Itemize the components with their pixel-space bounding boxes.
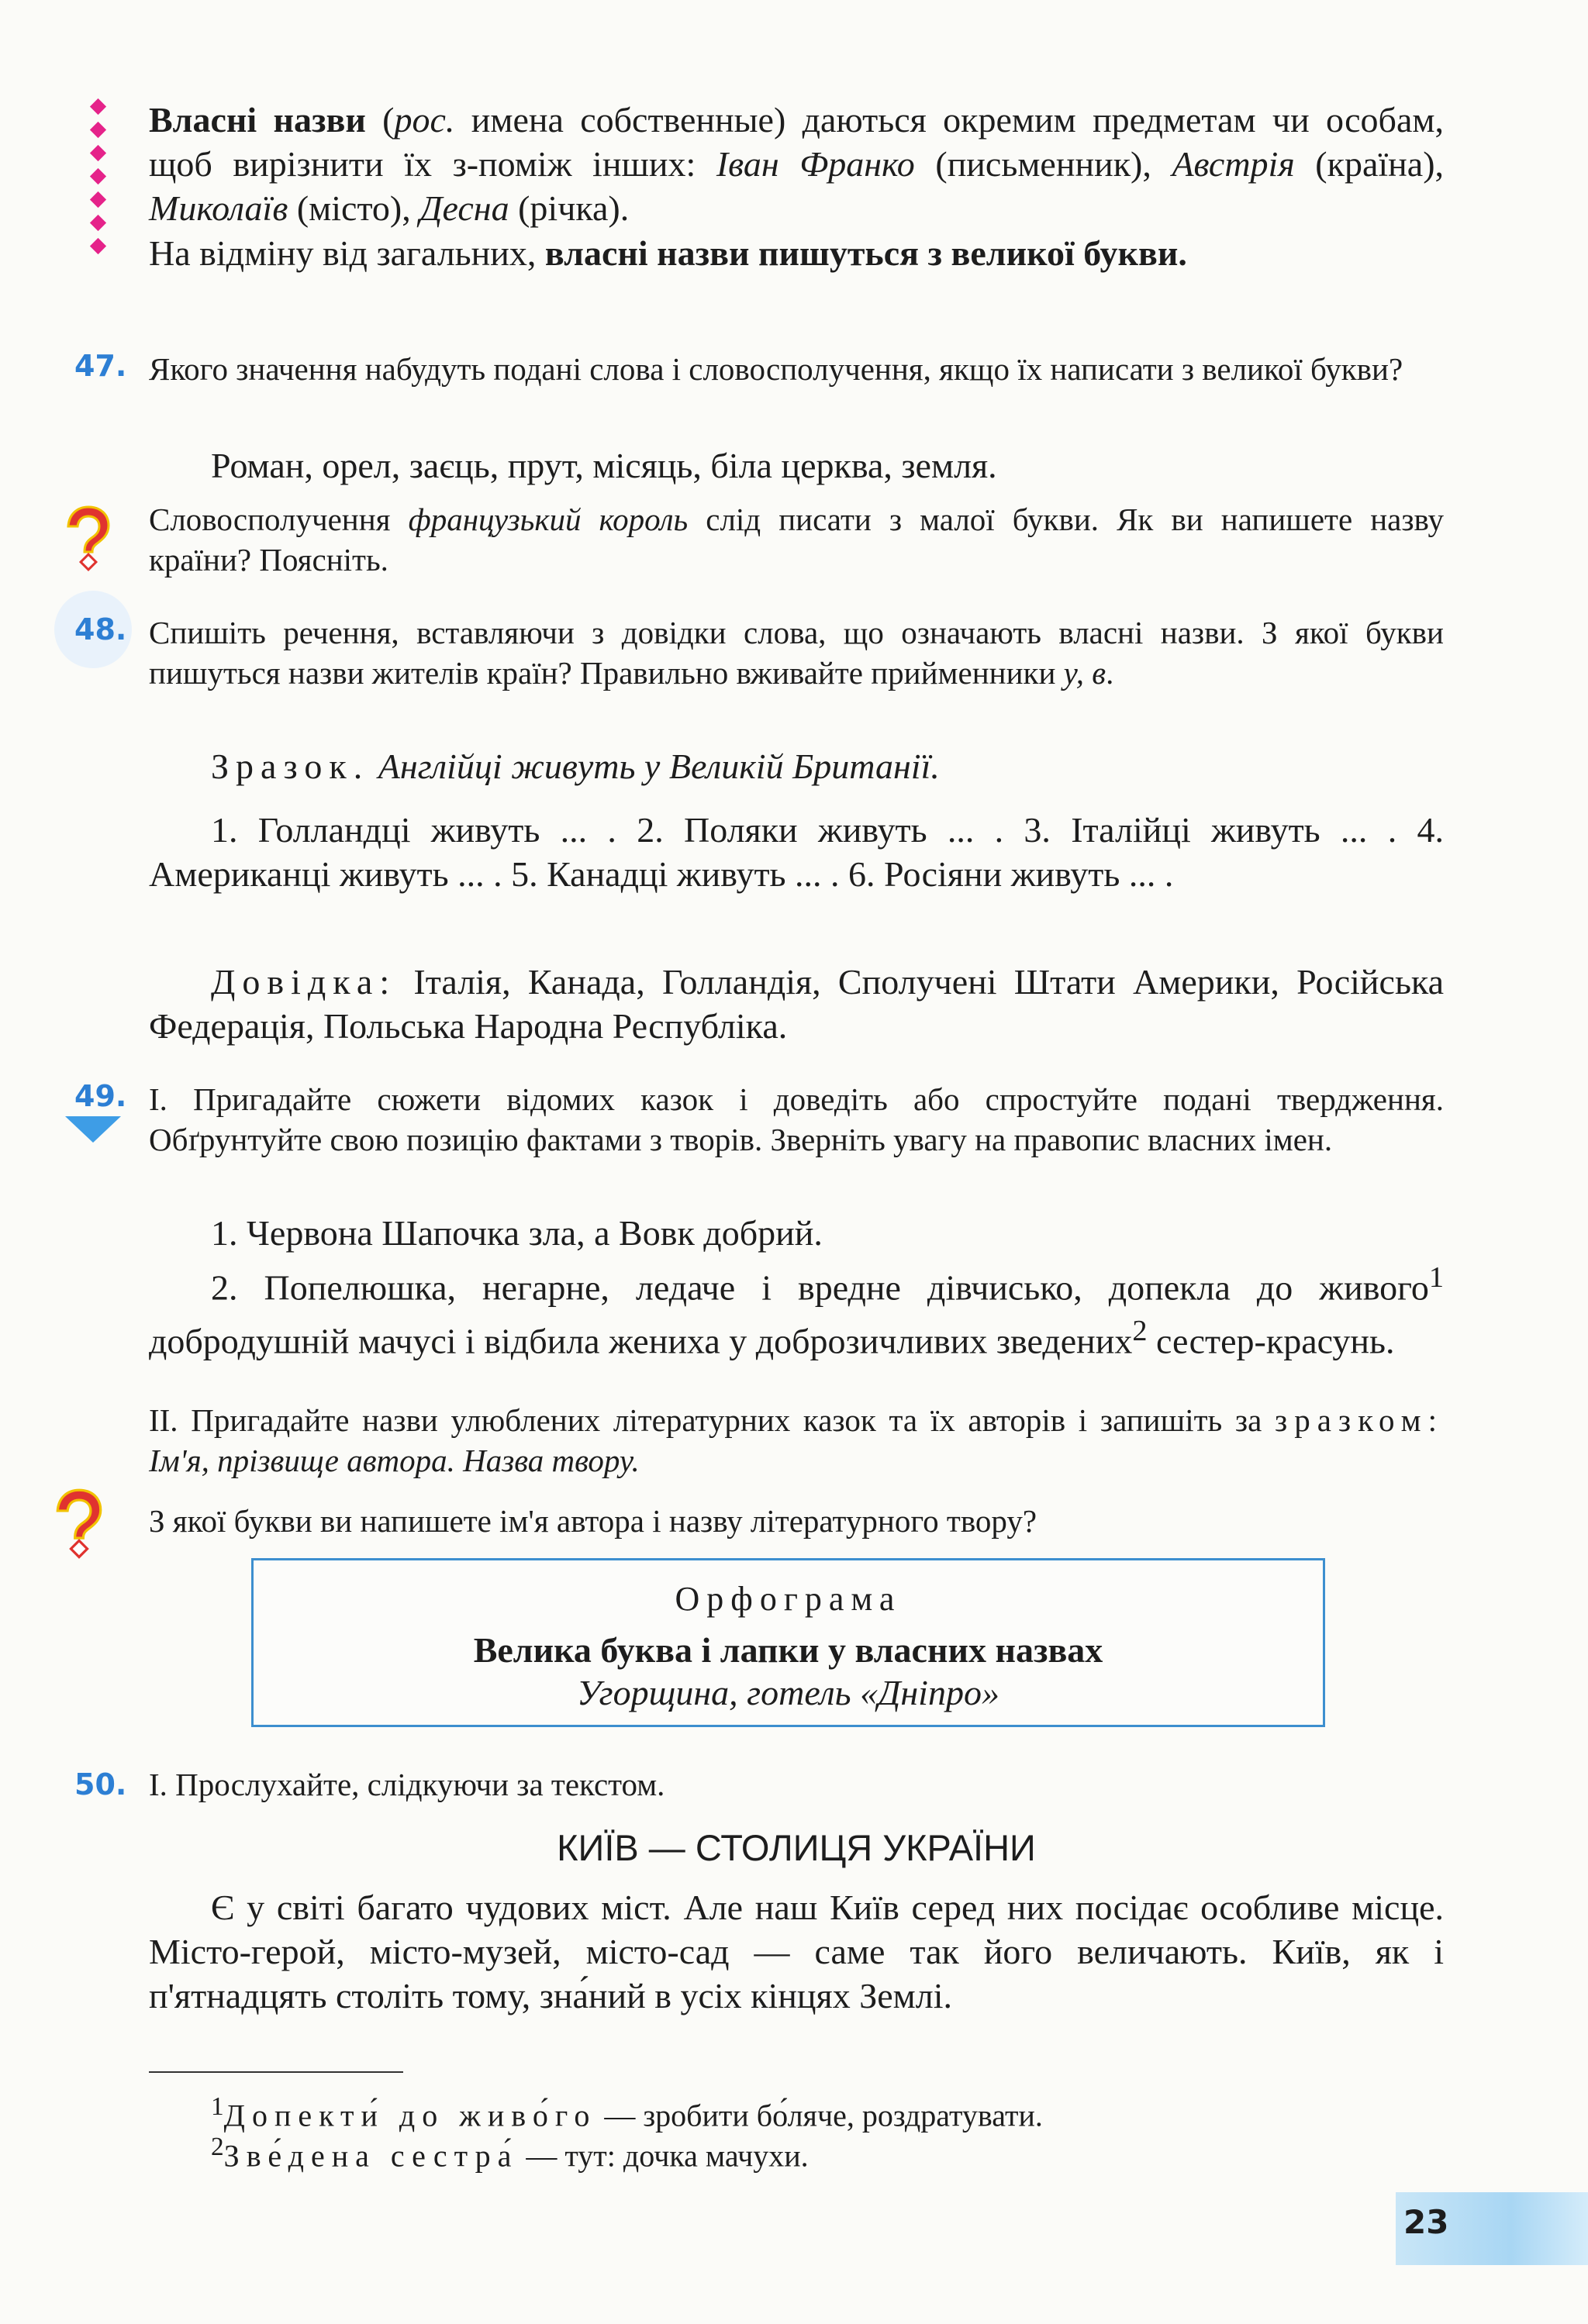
orthogram-label: Орфограма xyxy=(675,1580,902,1618)
text-run: рос. xyxy=(394,100,455,140)
exercise-47-task: Якого значення набудуть подані слова і словосполучення, якщо їх написати з великої букви? xyxy=(149,351,1403,387)
orthogram-box xyxy=(251,1558,1325,1727)
text-run: Іван Франко xyxy=(716,144,915,184)
text-run: слід писати з малої букви. Як ви напишете назву країни? Поясніть. xyxy=(149,502,1444,578)
triangle-marker-icon xyxy=(65,1116,121,1143)
text-run: власні назви пишуться з великої букви. xyxy=(544,233,1187,273)
text-run: ( xyxy=(365,100,395,140)
text-title: КИЇВ — СТОЛИЦЯ УКРАЇНИ xyxy=(557,1827,1036,1868)
text-run: 1 xyxy=(1428,1261,1444,1294)
text-run: (річка). xyxy=(509,188,630,228)
text-run: французький король xyxy=(408,502,689,537)
orthogram-title: Велика буква і лапки у власних назвах xyxy=(473,1630,1103,1670)
exercise-49-task-2 xyxy=(149,1400,1444,1481)
exercise-49-statement-1: 1. Червона Шапочка зла, а Вовк добрий. xyxy=(211,1213,823,1253)
question-icon xyxy=(54,1488,104,1560)
exercise-49-task-1: І. Пригадайте сюжети відомих казок і доведіть або спростуйте подані твердження. Обґрунтуйте свою позицію фактами з творів. Зверніть увагу на правопис власних імен. xyxy=(149,1081,1444,1157)
exercise-47-number: 47. xyxy=(74,349,127,383)
reference-label: Довідка: xyxy=(211,962,397,1002)
text-run: у, в xyxy=(1063,655,1106,691)
text-run: . xyxy=(1106,655,1114,691)
margin-bullets xyxy=(87,101,110,264)
text-run: (місто), xyxy=(288,188,420,228)
rule-paragraph-1 xyxy=(149,98,1444,230)
text-run: Власні назви xyxy=(149,100,366,140)
text-run: сестер-красунь. xyxy=(1147,1321,1395,1361)
footnote-1-mark: 1 xyxy=(211,2092,224,2121)
text-run: имена собственные) даються окремим предметам чи особам, щоб вирізнити їх з-поміж інших: xyxy=(149,100,1444,184)
footnote-divider xyxy=(149,2071,403,2073)
exercise-48-task xyxy=(149,612,1444,693)
exercise-48-sentences: 1. Голландці живуть ... . 2. Поляки живуть ... . 3. Італійці живуть ... . 4. Американці живуть ... . 5. Канадці живуть ... . 6. Росіяни живуть ... . xyxy=(149,810,1444,894)
exercise-49-number: 49. xyxy=(74,1079,127,1113)
text-run: На відміну від загальних, xyxy=(149,233,545,273)
text-run: Ім'я, прізвище автора. Назва твору. xyxy=(149,1443,640,1478)
text-run: (країна), xyxy=(1294,144,1445,184)
exercise-47-words: Роман, орел, заєць, прут, місяць, біла церква, земля. xyxy=(211,446,997,485)
text-run: Миколаїв xyxy=(149,188,288,228)
text-run: Словосполучення xyxy=(149,502,409,537)
exercise-49-statement-2 xyxy=(149,1256,1444,1364)
text-run: 2 xyxy=(1132,1315,1148,1348)
page-number: 23 xyxy=(1403,2203,1449,2241)
reference-text: Італія, Канада, Голландія, Сполучені Штати Америки, Російська Федерація, Польська Народна Республіка. xyxy=(149,962,1444,1046)
exercise-47-question xyxy=(149,499,1444,580)
footnote-1-term: Допекти́ до живо́го xyxy=(223,2098,597,2133)
text-run: Десна xyxy=(419,188,509,228)
footnote-1-definition: — зробити бо́ляче, роздратувати. xyxy=(596,2098,1043,2133)
text-run: 2. Попелюшка, негарне, ледаче і вредне дівчисько, допекла до живого xyxy=(211,1267,1429,1308)
rule-paragraph-2 xyxy=(149,231,1444,275)
exercise-49-question: З якої букви ви напишете ім'я автора і назву літературного твору? xyxy=(149,1503,1037,1539)
text-run: (письменник), xyxy=(914,144,1172,184)
text-run: Австрія xyxy=(1172,144,1295,184)
text-run: ІІ. Пригадайте назви улюблених літературних казок та їх авторів і запишіть за xyxy=(149,1402,1276,1438)
footnote-2 xyxy=(211,2127,809,2176)
text-run: Спишіть речення, вставляючи з довідки слова, що означають власні назви. З якої букви пишуться назви жителів країн? Правильно вживайте прийменники xyxy=(149,615,1444,691)
footnote-2-definition: — тут: дочка мачухи. xyxy=(518,2138,809,2174)
text-run: зразком: xyxy=(1275,1402,1444,1438)
exercise-48-reference xyxy=(149,960,1444,1048)
text-body: Є у світі багато чудових міст. Але наш Київ серед них посідає особливе місце. Місто-герой, місто-музей, місто-сад — саме так його величають. Київ, як і п'ятнадцять століть тому, зна́ний в усіх кінцях Землі. xyxy=(149,1888,1444,2015)
exercise-48-number: 48. xyxy=(74,612,127,647)
sample-label: Зразок. xyxy=(211,747,370,786)
exercise-50-number: 50. xyxy=(74,1767,127,1802)
exercise-50-task: І. Прослухайте, слідкуючи за текстом. xyxy=(149,1767,665,1802)
footnote-2-mark: 2 xyxy=(211,2133,224,2161)
exercise-48-sample xyxy=(211,744,1444,788)
question-icon xyxy=(65,505,112,572)
page-number-tab xyxy=(1396,2192,1588,2265)
orthogram-example: Угорщина, готель «Дніпро» xyxy=(577,1673,999,1712)
sample-text: Англійці живуть у Великій Британії. xyxy=(378,747,940,786)
footnote-2-term: Зве́дена сестра́ xyxy=(223,2138,519,2174)
text-run: добродушній мачусі і відбила жениха у доброзичливих зведених xyxy=(149,1321,1133,1361)
